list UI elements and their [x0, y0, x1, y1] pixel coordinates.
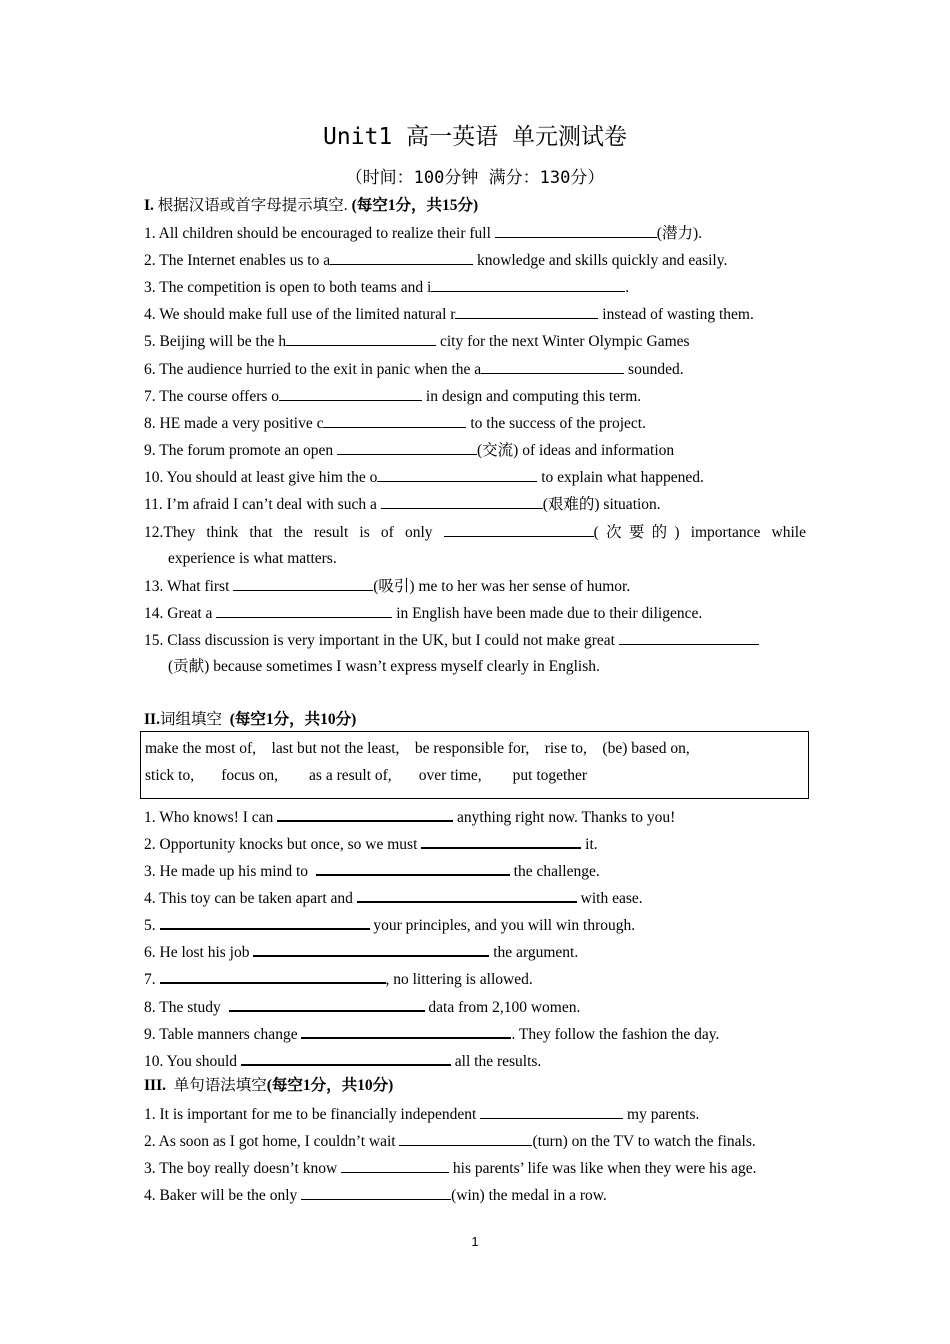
- s3-item-4: 4. Baker will be the only (win) the medal in a row.: [144, 1187, 607, 1204]
- s1-item-7: 7. The course offers o in design and computing this term.: [144, 388, 642, 405]
- s3-item-1: 1. It is important for me to be financially independent my parents.: [144, 1106, 700, 1123]
- phrase-box-line-2: stick to, focus on, as a result of, over time, put together: [145, 767, 588, 784]
- s1-item-4: 4. We should make full use of the limited natural r instead of wasting them.: [144, 306, 754, 323]
- s2-item-3: 3. He made up his mind to the challenge.: [144, 860, 600, 882]
- phrase-box: [140, 731, 809, 799]
- s2-item-9: 9. Table manners change . They follow the fashion the day.: [144, 1023, 719, 1045]
- s2-item-8: 8. The study data from 2,100 women.: [144, 996, 580, 1018]
- section-2-heading: II.词组填空 (每空1分，共10分): [144, 711, 357, 728]
- s2-item-7: 7. , no littering is allowed.: [144, 968, 533, 990]
- page-subtitle: （时间：100分钟 满分：130分）: [345, 168, 605, 188]
- page-title: Unit1 高一英语 单元测试卷: [323, 124, 627, 150]
- s2-item-4: 4. This toy can be taken apart and with ease.: [144, 887, 643, 909]
- s2-item-2: 2. Opportunity knocks but once, so we must it.: [144, 833, 598, 855]
- phrase-box-line-1: make the most of, last but not the least, be responsible for, rise to, (be) based on,: [145, 740, 690, 757]
- s3-item-3: 3. The boy really doesn’t know his parents’ life was like when they were his age.: [144, 1160, 757, 1177]
- s1-item-10: 10. You should at least give him the o to explain what happened.: [144, 469, 704, 486]
- s1-item-11: 11. I’m afraid I can’t deal with such a (艰难的) situation.: [144, 496, 661, 513]
- s1-item-6: 6. The audience hurried to the exit in panic when the a sounded.: [144, 361, 684, 378]
- s1-item-14: 14. Great a in English have been made due to their diligence.: [144, 605, 703, 622]
- page-number: 1: [471, 1234, 479, 1249]
- s1-item-3: 3. The competition is open to both teams and i .: [144, 279, 630, 296]
- s1-item-2: 2. The Internet enables us to a knowledge and skills quickly and easily.: [144, 252, 728, 269]
- s1-item-13: 13. What first (吸引) me to her was her sense of humor.: [144, 578, 631, 595]
- s1-item-1: 1. All children should be encouraged to realize their full (潜力).: [144, 225, 702, 242]
- s1-item-12: 12.They think that the result is of only (次要的) importance while: [144, 524, 806, 541]
- s1-item-15: 15. Class discussion is very important in the UK, but I could not make great: [144, 630, 759, 651]
- s1-item-8: 8. HE made a very positive c to the success of the project.: [144, 415, 646, 432]
- s2-item-6: 6. He lost his job the argument.: [144, 941, 578, 963]
- s2-item-10: 10. You should all the results.: [144, 1050, 541, 1072]
- s2-item-5: 5. your principles, and you will win through.: [144, 914, 635, 936]
- s1-item-9: 9. The forum promote an open (交流) of ideas and information: [144, 442, 675, 459]
- section-3-heading: III. 单句语法填空(每空1分，共10分): [144, 1077, 394, 1094]
- s1-item-15-cont: (贡献) because sometimes I wasn’t express myself clearly in English.: [168, 658, 600, 675]
- s2-item-1: 1. Who knows! I can anything right now. Thanks to you!: [144, 806, 675, 828]
- s1-item-5: 5. Beijing will be the h city for the next Winter Olympic Games: [144, 333, 690, 350]
- section-1-heading: I. 根据汉语或首字母提示填空. (每空1分，共15分): [144, 197, 479, 214]
- s1-item-12-cont: experience is what matters.: [168, 550, 337, 567]
- s3-item-2: 2. As soon as I got home, I couldn’t wait (turn) on the TV to watch the finals.: [144, 1133, 756, 1150]
